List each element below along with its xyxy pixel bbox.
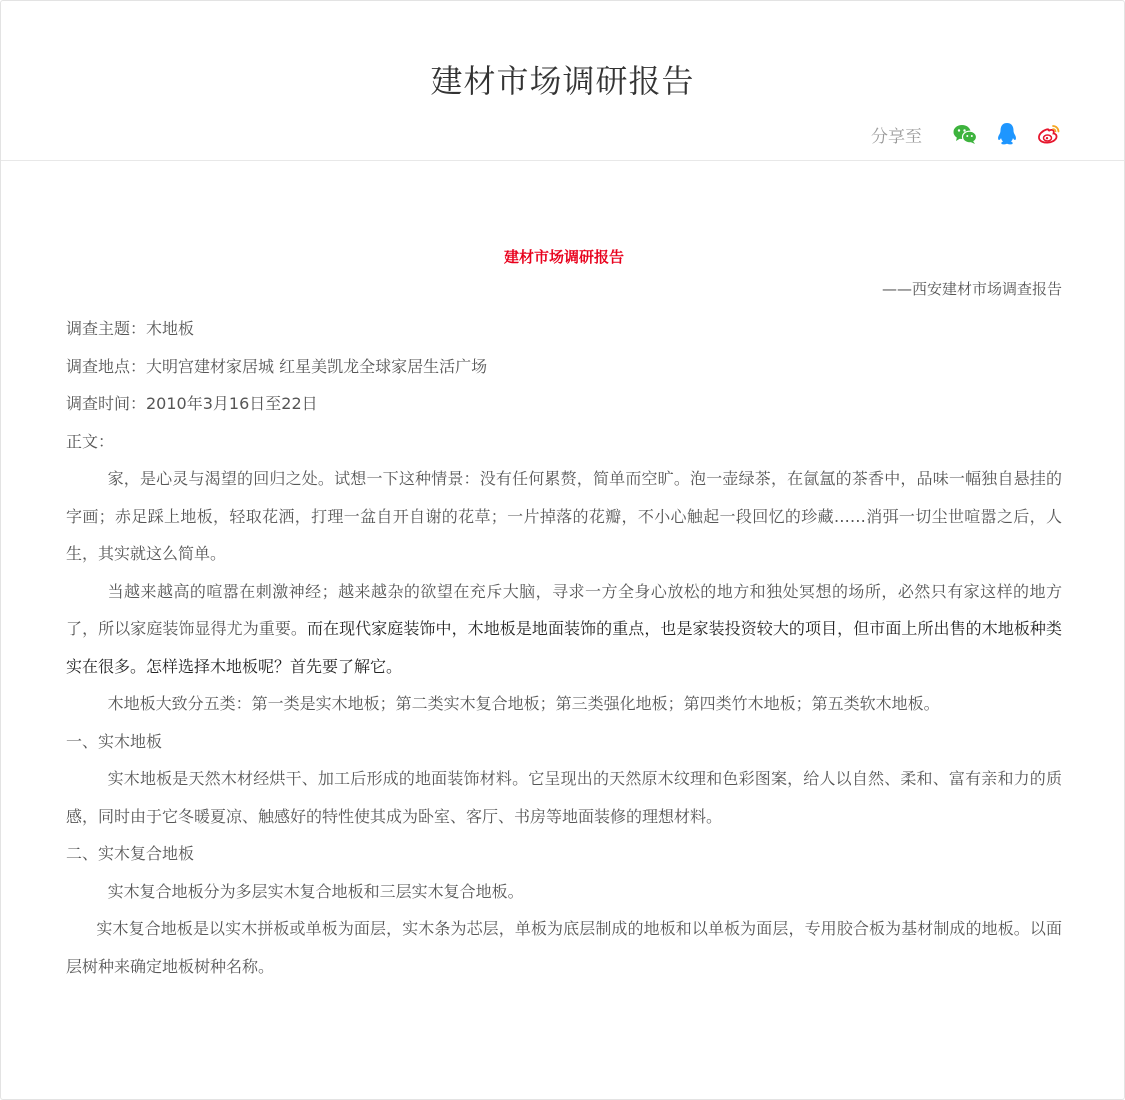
article-subtitle: ——西安建材市场调查报告 [881,280,1062,298]
page-title: 建材市场调研报告 [430,62,695,100]
paragraph-decoration [66,573,1062,686]
section-heading-engineered-wood: 二、实木复合地板 [66,844,195,863]
wechat-icon[interactable] [952,121,978,147]
survey-location: 调查地点：大明宫建材家居城 红星美凯龙全球家居生活广场 [66,356,488,376]
share-label: 分享至 [871,126,922,147]
paragraph-engineered-types: 实木复合地板分为多层实木复合地板和三层实木复合地板。 [107,881,524,901]
paragraph-decoration-part-b: 而在现代家庭装饰中，木地板是地面装饰的重点，也是家装投资较大的项目，但市面上所出售的木地板种类实在很多。怎样选择木地板呢？首先要了解它。 [66,619,1062,676]
body-label: 正文： [66,431,115,451]
paragraph-engineered-definition: 实木复合地板是以实木拼板或单板为面层，实木条为芯层，单板为底层制成的地板和以单板为面层，专用胶合板为基材制成的地板。以面层树种来确定地板树种名称。 [66,919,1062,976]
paragraph-solid-wood: 实木地板是天然木材经烘干、加工后形成的地面装饰材料。它呈现出的天然原木纹理和色彩图案，给人以自然、柔和、富有亲和力的质感，同时由于它冬暖夏凉、触感好的特性使其成为卧室、客厅、书房等地面装修的理想材料。 [66,769,1062,826]
paragraph-decoration-part-a: 当越来越高的喧嚣在刺激神经；越来越杂的欲望在充斥大脑，寻求一方全身心放松的地方和独处冥想的场所，必然只有家这样的地方了，所以家庭装饰显得尤为重要。 [66,581,1062,638]
page-header [1,1,1124,161]
article-content [66,241,1062,985]
article-title: 建材市场调研报告 [503,248,624,266]
survey-topic: 调查主题：木地板 [66,319,195,338]
paragraph-categories: 木地板大致分五类：第一类是实木地板；第二类实木复合地板；第三类强化地板；第四类竹木地板；第五类软木地板。 [107,694,940,713]
share-bar [871,121,1062,147]
survey-time: 调查时间：2010年3月16日至22日 [66,394,318,413]
qq-icon[interactable] [994,121,1020,147]
weibo-icon[interactable] [1036,121,1062,147]
paragraph-intro: 家，是心灵与渴望的回归之处。试想一下这种情景：没有任何累赘，简单而空旷。泡一壶绿茶，在氤氲的茶香中，品味一幅独自悬挂的字画；赤足踩上地板，轻取花洒，打理一盆自开自谢的花草；一片掉落的花瓣，不小心触起一段回忆的珍藏……消弭一切尘世喧嚣之后，人生，其实就这么简单。 [66,469,1062,563]
section-heading-solid-wood: 一、实木地板 [66,731,163,751]
